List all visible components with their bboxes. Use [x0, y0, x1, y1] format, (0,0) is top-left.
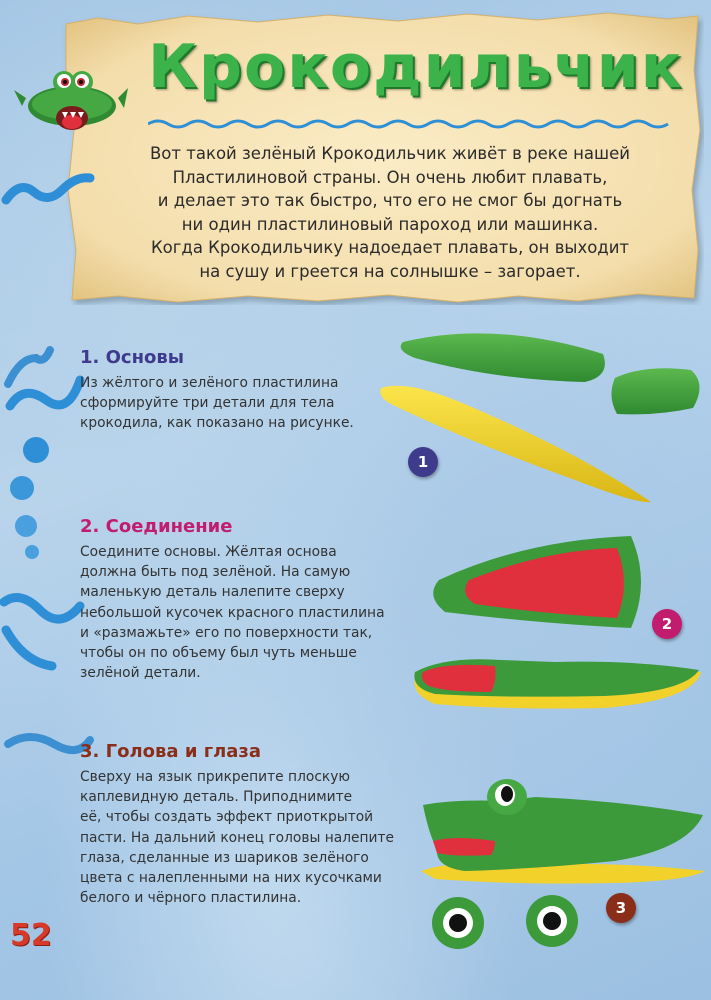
- page-number: 52: [10, 918, 52, 953]
- step-1-badge-label: 1: [417, 453, 429, 471]
- intro-line: и делает это так быстро, что его не смог бы догнать: [157, 191, 623, 210]
- clay-snake-icon: [10, 380, 80, 406]
- step-1-title: 1. Основы: [80, 347, 185, 368]
- step-1-illustration: [375, 320, 710, 510]
- step-3-line: белого и чёрного пластилина.: [80, 890, 302, 907]
- clay-snake-icon: [6, 630, 52, 666]
- step-1-text: [80, 373, 354, 434]
- intro-line: Пластилиновой страны. Он очень любит плавать,: [172, 167, 608, 187]
- step-3-line: пасти. На дальний конец головы налепите: [80, 829, 395, 846]
- step-3-line: цвета с налепленными на них кусочками: [80, 870, 382, 887]
- intro-text: [110, 142, 670, 283]
- intro-line: на сушу и греется на солнышке – загорает.: [199, 261, 581, 281]
- clay-ball-icon: [25, 545, 39, 559]
- step-2-line: зелёной детали.: [80, 665, 201, 682]
- intro-line: Когда Крокодильчику надоедает плавать, он выходит: [150, 238, 630, 257]
- clay-ball-icon: [10, 476, 34, 500]
- step-3-line: глаза, сделанные из шариков зелёного: [80, 849, 369, 866]
- title-wave-underline: [148, 118, 678, 130]
- step-2-line: небольшой кусочек красного пластилина: [80, 604, 385, 621]
- step-3-badge-label: 3: [615, 899, 627, 917]
- step-3-line: каплевидную деталь. Приподнимите: [80, 789, 353, 806]
- step-1-line: крокодила, как показано на рисунке.: [80, 415, 354, 432]
- step-1-line: Из жёлтого и зелёного пластилина: [80, 375, 339, 391]
- clay-ball-icon: [15, 515, 37, 537]
- clay-snake-icon: [8, 350, 50, 384]
- step-2-badge: [652, 609, 682, 639]
- step-2-badge-label: 2: [661, 615, 673, 633]
- step-1-badge: [408, 447, 438, 477]
- clay-snake-icon: [8, 737, 90, 750]
- clay-ball-icon: [23, 437, 49, 463]
- clay-snake-icon: [6, 178, 90, 200]
- step-3-line: Сверху на язык прикрепите плоскую: [80, 769, 351, 785]
- step-3-title: 3. Голова и глаза: [80, 741, 262, 762]
- step-3-line: её, чтобы создать эффект приоткрытой: [80, 809, 374, 826]
- intro-line: ни один пластилиновый пароход или машинка.: [181, 214, 599, 234]
- clay-snake-icon: [4, 598, 80, 620]
- step-2-line: и «размажьте» его по поверхности так,: [80, 624, 373, 641]
- crocodile-head-icon: [12, 60, 130, 138]
- step-2-line: Соедините основы. Жёлтая основа: [80, 544, 337, 560]
- step-2-line: маленькую деталь налепите сверху: [80, 584, 345, 601]
- step-2-text: [80, 542, 385, 683]
- page-title: Крокодильчик: [148, 32, 684, 102]
- step-3-text: [80, 767, 394, 908]
- step-3-badge: [606, 893, 636, 923]
- intro-line: Вот такой зелёный Крокодильчик живёт в реке нашей: [149, 144, 630, 163]
- step-2-title: 2. Соединение: [80, 516, 233, 537]
- step-1-line: сформируйте три детали для тела: [80, 395, 335, 412]
- step-3-crocodile-illustration: [415, 775, 710, 885]
- step-2-line: чтобы он по объему был чуть меньше: [80, 645, 357, 662]
- step-3-eyes-illustration: [430, 893, 580, 953]
- step-2-line: должна быть под зелёной. На самую: [80, 564, 351, 581]
